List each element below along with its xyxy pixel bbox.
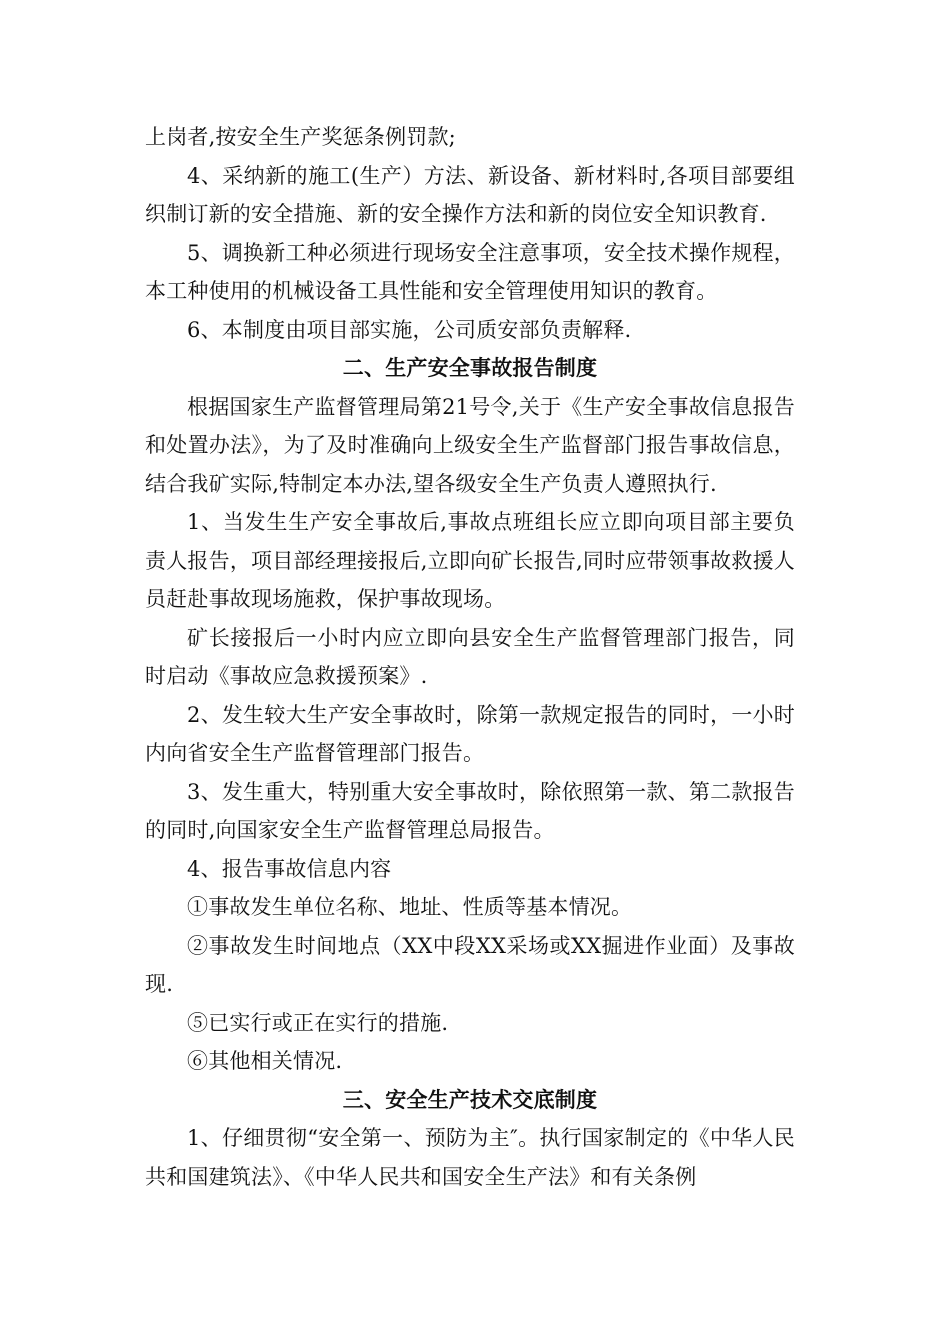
paragraph-info-item-1: ①事故发生单位名称、地址、性质等基本情况。: [187, 895, 633, 919]
paragraph-briefing-item-1: 1、仔细贯彻“安全第一、预防为主″。执行国家制定的《中华人民共和国建筑法》、《中华人民共和国安全生产法》和有关条例: [145, 1126, 795, 1189]
paragraph-info-item-6: ⑥其他相关情况.: [187, 1049, 343, 1073]
paragraph-reporting-item-4: 4、报告事故信息内容: [187, 856, 392, 881]
section-heading-accident-reporting: 二、生产安全事故报告制度: [342, 356, 598, 380]
document-body: [145, 118, 795, 1196]
paragraph-reporting-item-1: 1、当发生生产安全事故后,事故点班组长应立即向项目部主要负责人报告，项目部经理接报后,立即向矿长报告,同时应带领事故救援人员赶赴事故现场施救，保护事故现场。: [145, 510, 795, 611]
paragraph-info-item-5: ⑤已实行或正在实行的措施.: [187, 1010, 449, 1035]
paragraph-reporting-item-3: 3、发生重大，特别重大安全事故时，除依照第一款、第二款报告的同时,向国家安全生产监督管理总局报告。: [145, 779, 795, 842]
section-heading-technical-briefing: 三、安全生产技术交底制度: [342, 1087, 598, 1112]
paragraph-item-6-interpretation: 6、本制度由项目部实施，公司质安部负责解释.: [187, 317, 632, 342]
paragraph-reporting-item-2: 2、发生较大生产安全事故时，除第一款规定报告的同时，一小时内向省安全生产监督管理部门报告。: [145, 702, 795, 765]
paragraph-item-4-new-methods: 4、采纳新的施工(生产）方法、新设备、新材料时,各项目部要组织制订新的安全措施、新的安全操作方法和新的岗位安全知识教育.: [145, 163, 795, 226]
paragraph-mine-director-report: 矿长接报后一小时内应立即向县安全生产监督管理部门报告，同时启动《事故应急救援预案》.: [145, 625, 795, 688]
paragraph-penalty-continuation: 上岗者,按安全生产奖惩条例罚款;: [145, 125, 456, 149]
paragraph-info-item-2: ②事故发生时间地点（XX中段XX采场或XX掘进作业面）及事故现.: [145, 933, 795, 996]
paragraph-item-5-job-change: 5、调换新工种必须进行现场安全注意事项，安全技术操作规程，本工种使用的机械设备工具性能和安全管理使用知识的教育。: [145, 240, 795, 303]
paragraph-reporting-basis: 根据国家生产监督管理局第21号令,关于《生产安全事故信息报告和处置办法》，为了及时准确向上级安全生产监督部门报告事故信息，结合我矿实际,特制定本办法,望各级安全生产负责人遵照执行.: [145, 394, 795, 496]
